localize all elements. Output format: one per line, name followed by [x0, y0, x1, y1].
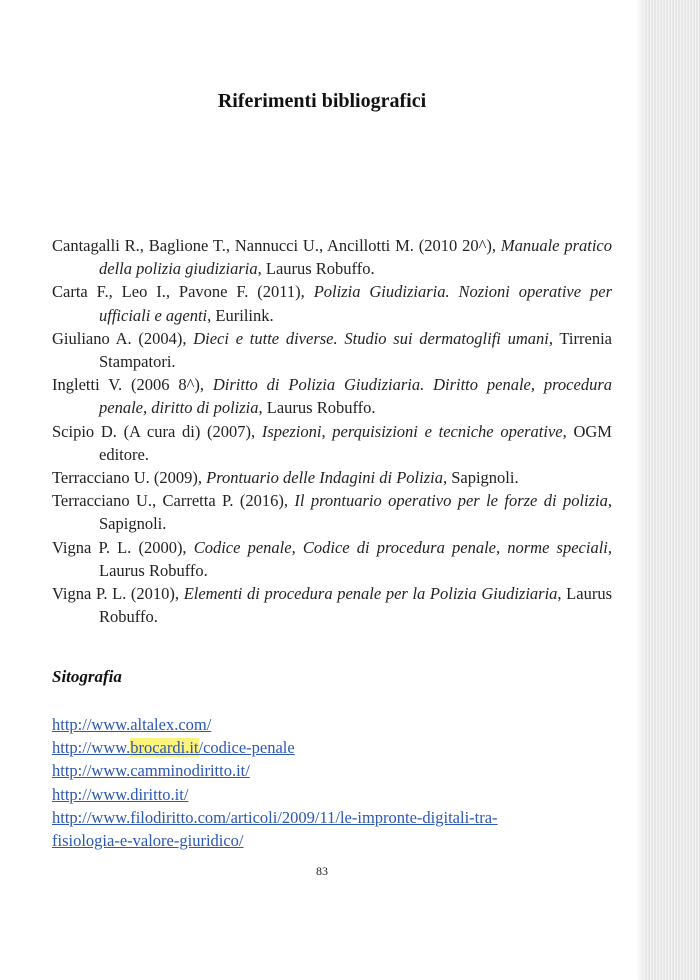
reference-title: Ispezioni, perquisizioni e tecniche operative [261, 421, 563, 441]
link-text-line: fisiologia-e-valore-giuridico/ [52, 831, 244, 851]
reference-title: Prontuario delle Indagini di Polizia [206, 468, 443, 488]
link-text-part: /codice-penale [198, 738, 295, 758]
reference-authors: Terracciano U., Carretta P. (2016), [52, 491, 295, 511]
reference-title: Polizia Giudiziaria. Nozioni operative per ufficiali e agenti [99, 282, 612, 325]
reference-title: Manuale pratico della polizia giudiziaria [99, 236, 612, 279]
reference-authors: Terracciano U. (2009), [52, 468, 207, 488]
reference-publisher: , Laurus Robuffo. [99, 584, 613, 627]
reference-item [52, 582, 612, 628]
reference-item [52, 373, 612, 419]
reference-authors: Scipio D. (A cura di) (2007), [52, 421, 262, 441]
reference-authors: Vigna P. L. (2010), [52, 584, 184, 604]
reference-publisher: , Sapignoli. [442, 468, 519, 488]
reference-item [52, 327, 612, 373]
reference-item [52, 280, 612, 326]
bibliography-list [52, 234, 612, 628]
page-title: Riferimenti bibliografici [217, 90, 427, 112]
reference-item [52, 536, 612, 582]
link-brocardi[interactable] [52, 736, 612, 759]
book-page-edge [644, 0, 700, 980]
reference-item [52, 234, 612, 280]
page-number: 83 [316, 864, 328, 878]
link-altalex[interactable]: http://www.altalex.com/ [52, 715, 212, 734]
reference-authors: Giuliano A. (2004), [52, 328, 194, 348]
reference-publisher: , Tirrenia Stampatori. [99, 328, 612, 372]
link-text-part: http://www. [52, 738, 131, 758]
reference-item [52, 466, 612, 489]
reference-publisher: , Sapignoli. [99, 491, 612, 534]
reference-title: Dieci e tutte diverse. Studio sui dermatoglifi umani [193, 328, 549, 348]
reference-authors: Cantagalli R., Baglione T., Nannucci U., Ancillotti M. (2010 20^), [52, 236, 501, 255]
reference-publisher: , Laurus Robuffo. [258, 398, 376, 418]
reference-publisher: , OGM editore. [99, 421, 612, 464]
link-text-line: http://www.filodiritto.com/articoli/2009/11/le-impronte-digitali-tra- [52, 807, 498, 827]
link-filodiritto[interactable] [52, 806, 612, 852]
reference-item [52, 489, 612, 535]
reference-item [52, 420, 612, 466]
reference-title: Il prontuario operativo per le forze di polizia [294, 491, 608, 511]
link-camminodiritto[interactable]: http://www.camminodiritto.it/ [52, 761, 250, 781]
reference-publisher: , Laurus Robuffo. [99, 537, 612, 580]
highlighted-text: brocardi.it [130, 738, 199, 758]
reference-publisher: , Eurilink. [207, 305, 274, 325]
reference-authors: Carta F., Leo I., Pavone F. (2011), [52, 282, 314, 302]
reference-title: Diritto di Polizia Giudiziaria. Diritto penale, procedura penale, diritto di polizia [99, 375, 612, 418]
website-list [52, 713, 612, 852]
reference-title: Codice penale, Codice di procedura penale, norme speciali [193, 537, 608, 557]
reference-authors: Vigna P. L. (2000), [52, 537, 194, 557]
reference-publisher: , Laurus Robuffo. [257, 259, 375, 279]
reference-authors: Ingletti V. (2006 8^), [52, 375, 213, 395]
link-diritto[interactable]: http://www.diritto.it/ [52, 784, 189, 804]
sitografia-heading: Sitografia [52, 667, 122, 686]
reference-title: Elementi di procedura penale per la Polizia Giudiziaria [183, 584, 558, 604]
